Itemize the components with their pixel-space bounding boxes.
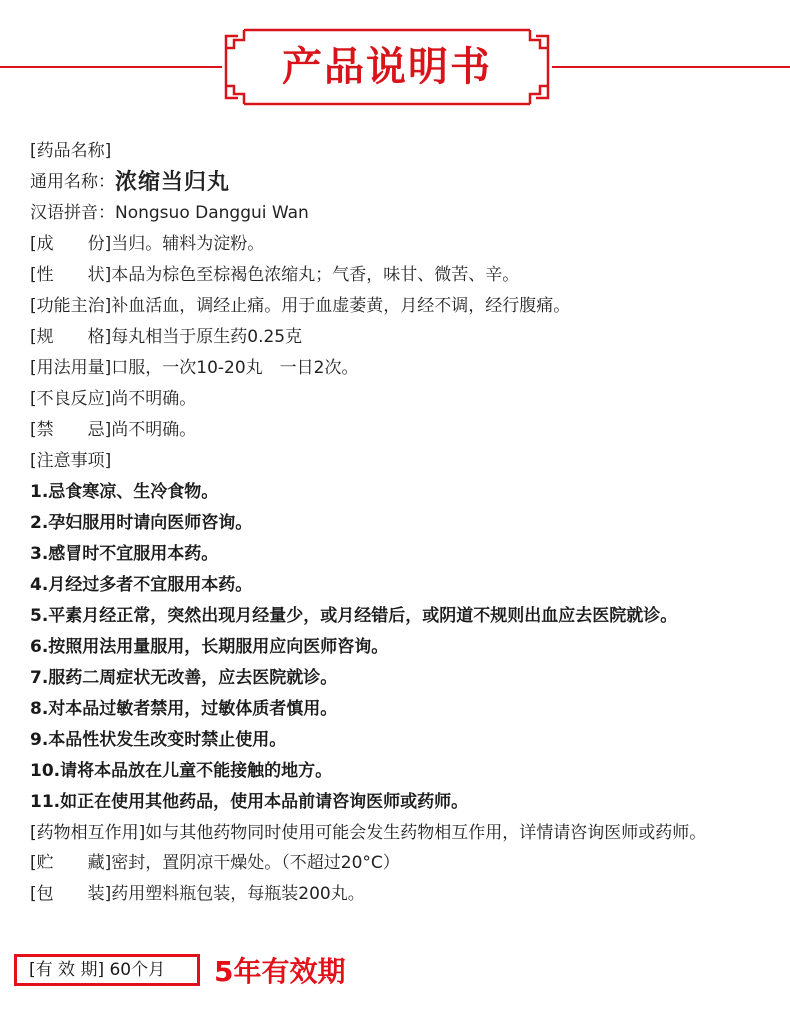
field-value: 本品为棕色至棕褐色浓缩丸；气香，味甘、微苦、辛。 — [111, 265, 520, 285]
instruction-body — [30, 136, 785, 910]
field-contraindications — [30, 415, 785, 446]
field-label: 汉语拼音： — [30, 203, 115, 223]
field-storage — [30, 848, 785, 879]
field-label: [贮 藏] — [30, 853, 112, 873]
field-value: 尚不明确。 — [111, 420, 197, 440]
field-adverse-reactions — [30, 384, 785, 415]
field-label: [成 份] — [30, 234, 112, 254]
precaution-item: 11.如正在使用其他药品，使用本品前请咨询医师或药师。 — [30, 792, 469, 812]
field-value: 密封，置阴凉干燥处。（不超过20°C） — [111, 853, 400, 873]
field-specification — [30, 322, 785, 353]
validity-highlight-note: 5年有效期 — [214, 955, 346, 988]
section-precautions — [30, 446, 785, 477]
header-divider-left — [0, 66, 222, 68]
field-ingredients — [30, 229, 785, 260]
field-label: [禁 忌] — [30, 420, 112, 440]
field-value: 补血活血，调经止痛。用于血虚萎黄，月经不调，经行腹痛。 — [111, 296, 571, 316]
field-properties — [30, 260, 785, 291]
precaution-item: 8.对本品过敏者禁用，过敏体质者慎用。 — [30, 699, 338, 719]
precaution-item: 9.本品性状发生改变时禁止使用。 — [30, 730, 287, 750]
precaution-item: 6.按照用法用量服用，长期服用应向医师咨询。 — [30, 637, 389, 657]
precaution-item: 4.月经过多者不宜服用本药。 — [30, 575, 253, 595]
field-value: 每丸相当于原生药0.25克 — [111, 327, 303, 347]
precaution-item: 2.孕妇服用时请向医师咨询。 — [30, 513, 253, 533]
precaution-item: 10.请将本品放在儿童不能接触的地方。 — [30, 761, 333, 781]
precaution-item: 5.平素月经正常，突然出现月经量少，或月经错后，或阴道不规则出血应去医院就诊。 — [30, 606, 678, 626]
field-label: [不良反应] — [30, 389, 112, 409]
field-label: [功能主治] — [30, 296, 112, 316]
section-heading: [注意事项] — [30, 451, 112, 471]
field-value: 60个月 — [109, 960, 166, 980]
header-frame — [222, 26, 552, 108]
field-label: [药物相互作用] — [30, 823, 146, 843]
field-value: 当归。辅料为淀粉。 — [111, 234, 265, 254]
header-divider-right — [552, 66, 790, 68]
field-label: [性 状] — [30, 265, 112, 285]
precaution-item: 7.服药二周症状无改善，应去医院就诊。 — [30, 668, 338, 688]
field-value: 药用塑料瓶包装，每瓶装200丸。 — [111, 884, 365, 904]
field-pinyin — [30, 198, 785, 229]
field-validity — [14, 954, 200, 986]
field-drug-interactions — [30, 818, 785, 848]
field-indications — [30, 291, 785, 322]
field-value: 如与其他药物同时使用可能会发生药物相互作用，详情请咨询医师或药师。 — [145, 823, 707, 843]
field-value: Nongsuo Danggui Wan — [115, 203, 309, 223]
field-dosage — [30, 353, 785, 384]
field-label: [有 效 期] — [29, 960, 110, 980]
field-label: [用法用量] — [30, 358, 112, 378]
field-generic-name — [30, 167, 785, 198]
precaution-item: 3.感冒时不宜服用本药。 — [30, 544, 219, 564]
field-value: 尚不明确。 — [111, 389, 197, 409]
field-label: [包 装] — [30, 884, 112, 904]
field-value: 口服，一次10-20丸 一日2次。 — [111, 358, 359, 378]
field-package — [30, 879, 785, 910]
page-title: 产品说明书 — [282, 44, 492, 90]
field-label: [规 格] — [30, 327, 112, 347]
precaution-item: 1.忌食寒凉、生冷食物。 — [30, 482, 219, 502]
section-drug-name — [30, 136, 785, 167]
section-heading: [药品名称] — [30, 141, 112, 161]
field-label: 通用名称： — [30, 172, 115, 192]
field-value: 浓缩当归丸 — [115, 170, 231, 195]
